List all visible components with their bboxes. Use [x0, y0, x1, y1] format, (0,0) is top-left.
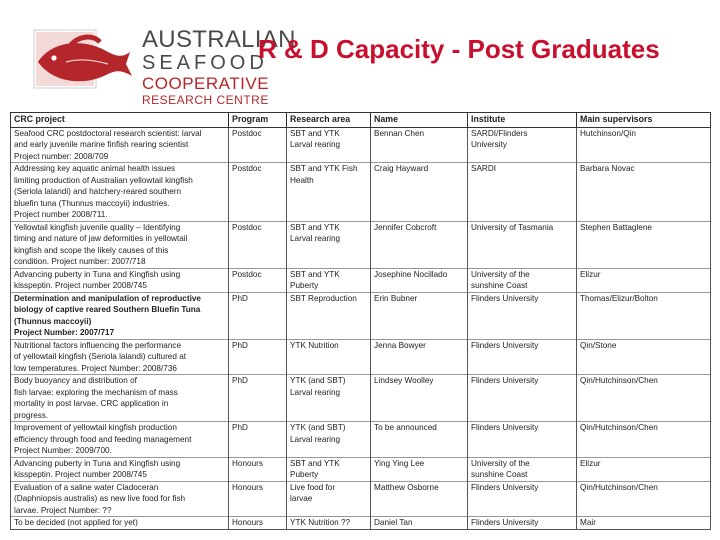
cell-research-area: [287, 517, 371, 530]
cell-crc-project-line: timing and nature of jaw deformities in yellowtail: [14, 234, 188, 243]
cell-institute-line: Flinders University: [471, 340, 539, 350]
cell-institute-line: University of the: [471, 269, 530, 279]
cell-crc-project-line: Project number: 2008/709: [14, 151, 109, 161]
cell-crc-project-line: low temperatures. Project Number: 2008/736: [14, 363, 177, 373]
cell-crc-project-line: Yellowtail kingfish juvenile quality – Identifying: [14, 222, 181, 232]
cell-program: PhD: [229, 375, 287, 422]
seafood-crc-logo: [30, 22, 296, 107]
cell-institute: [468, 339, 577, 375]
cell-program: Honours: [229, 481, 287, 517]
cell-research-area: [287, 221, 371, 268]
cell-crc-project-line: (Daphniopsis australis) as new live food for fish: [14, 494, 186, 503]
cell-research-area-line: Puberty: [290, 281, 319, 290]
cell-research-area-line: SBT and YTK Fish: [290, 164, 358, 173]
cell-name: Josephine Nocillado: [371, 268, 468, 292]
cell-research-area-line: Larval rearing: [290, 387, 341, 397]
cell-main-supervisors: Qin/Hutchinson/Chen: [577, 375, 711, 422]
cell-crc-project-line: biology of captive reared Southern Bluefin Tuna: [14, 305, 201, 314]
cell-name: Ying Ying Lee: [371, 457, 468, 481]
cell-research-area-line: YTK Nutrition: [290, 340, 339, 350]
cell-crc-project-line: Project number 2008/711.: [14, 210, 108, 219]
cell-research-area-line: YTK (and SBT): [290, 423, 346, 432]
cell-name: Jennifer Cobcroft: [371, 221, 468, 268]
cell-main-supervisors: Elizur: [577, 457, 711, 481]
table-row: [11, 517, 711, 530]
cell-crc-project-line: Advancing puberty in Tuna and Kingfish using: [14, 458, 181, 468]
cell-crc-project-line: of yellowtail kingfish (Seriola lalandi) cultured at: [14, 352, 187, 361]
cell-institute-line: University of the: [471, 458, 530, 468]
cell-crc-project-line: Nutritional factors influencing the performance: [14, 340, 182, 350]
cell-institute-line: Flinders University: [471, 376, 539, 385]
cell-program: PhD: [229, 422, 287, 458]
cell-crc-project: [11, 375, 229, 422]
cell-institute-line: Flinders University: [471, 423, 539, 432]
cell-institute: [468, 517, 577, 530]
cell-main-supervisors: Hutchinson/Qin: [577, 127, 711, 163]
cell-institute-line: SARDI/Flinders: [471, 128, 528, 138]
header-crc-project: CRC project: [11, 113, 229, 128]
cell-research-area: [287, 292, 371, 339]
cell-research-area-line: Live food for: [290, 482, 336, 492]
cell-crc-project: [11, 163, 229, 222]
cell-research-area: [287, 422, 371, 458]
cell-institute-line: SARDI: [471, 164, 497, 173]
cell-crc-project-line: Improvement of yellowtail kingfish production: [14, 423, 177, 432]
cell-crc-project-line: kisspeptin. Project number 2008/745: [14, 470, 147, 479]
table-row: [11, 422, 711, 458]
cell-crc-project-line: (Seriola lalandi) and hatchery-reared southern: [14, 187, 182, 196]
cell-research-area: [287, 127, 371, 163]
cell-research-area-line: Larval rearing: [290, 140, 341, 149]
cell-research-area-line: SBT and YTK: [290, 222, 340, 232]
header-institute: Institute: [468, 113, 577, 128]
table-row: [11, 457, 711, 481]
cell-research-area-line: larvae: [290, 494, 313, 503]
cell-program: PhD: [229, 292, 287, 339]
cell-research-area: [287, 339, 371, 375]
cell-crc-project: [11, 457, 229, 481]
cell-crc-project-line: Project Number: 2009/700.: [14, 446, 112, 455]
cell-institute: [468, 127, 577, 163]
cell-institute-line: Flinders University: [471, 293, 539, 303]
cell-crc-project-line: larvae. Project Number: ??: [14, 505, 112, 515]
cell-crc-project-line: mortality in post larvae. CRC application in: [14, 399, 169, 408]
cell-crc-project-line: Body buoyancy and distribution of: [14, 376, 137, 385]
cell-crc-project-line: progress.: [14, 410, 49, 420]
cell-crc-project-line: (Thunnus maccoyii): [14, 316, 92, 326]
cell-institute-line: University: [471, 140, 507, 149]
header-main-supervisors: Main supervisors: [577, 113, 711, 128]
cell-name: Daniel Tan: [371, 517, 468, 530]
cell-main-supervisors: Stephen Battaglene: [577, 221, 711, 268]
cell-program: Postdoc: [229, 221, 287, 268]
cell-crc-project: [11, 339, 229, 375]
cell-crc-project-line: Evaluation of a saline water Cladoceran: [14, 482, 159, 492]
cell-research-area-line: Health: [290, 175, 314, 185]
cell-research-area: [287, 481, 371, 517]
cell-crc-project-line: To be decided (not applied for yet): [14, 518, 138, 527]
cell-research-area-line: YTK Nutrition ??: [290, 518, 351, 527]
cell-institute: [468, 292, 577, 339]
cell-crc-project: [11, 127, 229, 163]
cell-research-area-line: Larval rearing: [290, 234, 341, 243]
cell-research-area-line: SBT and YTK: [290, 458, 340, 468]
cell-crc-project-line: bluefin tuna (Thunnus maccoyii) industries.: [14, 198, 170, 208]
cell-research-area: [287, 375, 371, 422]
cell-institute-line: sunshine Coast: [471, 281, 528, 290]
header-program: Program: [229, 113, 287, 128]
cell-crc-project: [11, 292, 229, 339]
cell-institute: [468, 481, 577, 517]
table-row: [11, 339, 711, 375]
cell-crc-project-line: kingfish and scope the likely causes of this: [14, 245, 169, 255]
header-name: Name: [371, 113, 468, 128]
cell-crc-project: [11, 221, 229, 268]
cell-name: Craig Hayward: [371, 163, 468, 222]
table-row: [11, 163, 711, 222]
logo-line-australian: AUSTRALIAN: [142, 26, 296, 53]
cell-main-supervisors: Qin/Hutchinson/Chen: [577, 481, 711, 517]
cell-name: Erin Bubner: [371, 292, 468, 339]
cell-crc-project: [11, 481, 229, 517]
cell-crc-project: [11, 422, 229, 458]
cell-institute: [468, 457, 577, 481]
table-row: [11, 292, 711, 339]
cell-institute-line: Flinders University: [471, 482, 539, 492]
cell-research-area-line: Puberty: [290, 470, 319, 479]
logo-line-research-centre: RESEARCH CENTRE: [142, 93, 269, 107]
table-row: [11, 268, 711, 292]
cell-name: Matthew Osborne: [371, 481, 468, 517]
cell-crc-project: [11, 268, 229, 292]
cell-crc-project-line: Determination and manipulation of reproductive: [14, 293, 201, 303]
cell-institute-line: Flinders University: [471, 518, 539, 527]
cell-research-area-line: Larval rearing: [290, 434, 341, 444]
cell-program: Honours: [229, 457, 287, 481]
cell-crc-project-line: fish larvae: exploring the mechanism of mass: [14, 387, 178, 397]
cell-main-supervisors: Barbara Novac: [577, 163, 711, 222]
cell-crc-project-line: kisspeptin. Project number 2008/745: [14, 281, 147, 290]
cell-name: To be announced: [371, 422, 468, 458]
cell-crc-project-line: Advancing puberty in Tuna and Kingfish using: [14, 269, 181, 279]
cell-program: Postdoc: [229, 268, 287, 292]
logo-line-cooperative: COOPERATIVE: [142, 74, 270, 93]
cell-research-area-line: YTK (and SBT): [290, 376, 346, 385]
cell-name: Lindsey Woolley: [371, 375, 468, 422]
cell-program: PhD: [229, 339, 287, 375]
cell-main-supervisors: Elizur: [577, 268, 711, 292]
table-header-row: [11, 113, 711, 128]
header-research-area: Research area: [287, 113, 371, 128]
cell-crc-project-line: and early juvenile marine finfish rearing scientist: [14, 140, 189, 149]
cell-crc-project-line: Seafood CRC postdoctoral research scientist: larval: [14, 128, 202, 138]
cell-research-area-line: SBT and YTK: [290, 128, 340, 138]
cell-crc-project-line: Project Number: 2007/717: [14, 328, 115, 337]
cell-main-supervisors: Qin/Stone: [577, 339, 711, 375]
cell-program: Postdoc: [229, 163, 287, 222]
table-row: [11, 221, 711, 268]
cell-research-area: [287, 163, 371, 222]
cell-main-supervisors: Thomas/Elizur/Bolton: [577, 292, 711, 339]
cell-crc-project-line: limiting production of Australian yellowtail kingfish: [14, 175, 193, 185]
cell-research-area-line: SBT Reproduction: [290, 293, 357, 303]
cell-program: Honours: [229, 517, 287, 530]
cell-institute-line: University of Tasmania: [471, 222, 554, 232]
fish-logo-icon: [30, 22, 140, 102]
cell-main-supervisors: Qin/Hutchinson/Chen: [577, 422, 711, 458]
cell-institute: [468, 221, 577, 268]
cell-research-area: [287, 268, 371, 292]
logo-line-seafood: SEAFOOD: [142, 52, 268, 74]
cell-institute-line: sunshine Coast: [471, 470, 528, 479]
cell-name: Bennan Chen: [371, 127, 468, 163]
cell-name: Jenna Bowyer: [371, 339, 468, 375]
cell-crc-project: [11, 517, 229, 530]
table-row: [11, 127, 711, 163]
cell-research-area-line: SBT and YTK: [290, 269, 340, 279]
table-body: [11, 127, 711, 529]
cell-institute: [468, 422, 577, 458]
page-title: R & D Capacity - Post Graduates: [258, 34, 660, 64]
cell-institute: [468, 268, 577, 292]
cell-institute: [468, 375, 577, 422]
postgraduates-table: [10, 112, 711, 530]
table-row: [11, 481, 711, 517]
table-row: [11, 375, 711, 422]
cell-program: Postdoc: [229, 127, 287, 163]
cell-crc-project-line: efficiency through food and feeding management: [14, 434, 192, 444]
cell-institute: [468, 163, 577, 222]
cell-research-area: [287, 457, 371, 481]
cell-crc-project-line: condition. Project number: 2007/718: [14, 257, 146, 266]
cell-crc-project-line: Addressing key aquatic animal health issues: [14, 164, 176, 173]
cell-main-supervisors: Mair: [577, 517, 711, 530]
